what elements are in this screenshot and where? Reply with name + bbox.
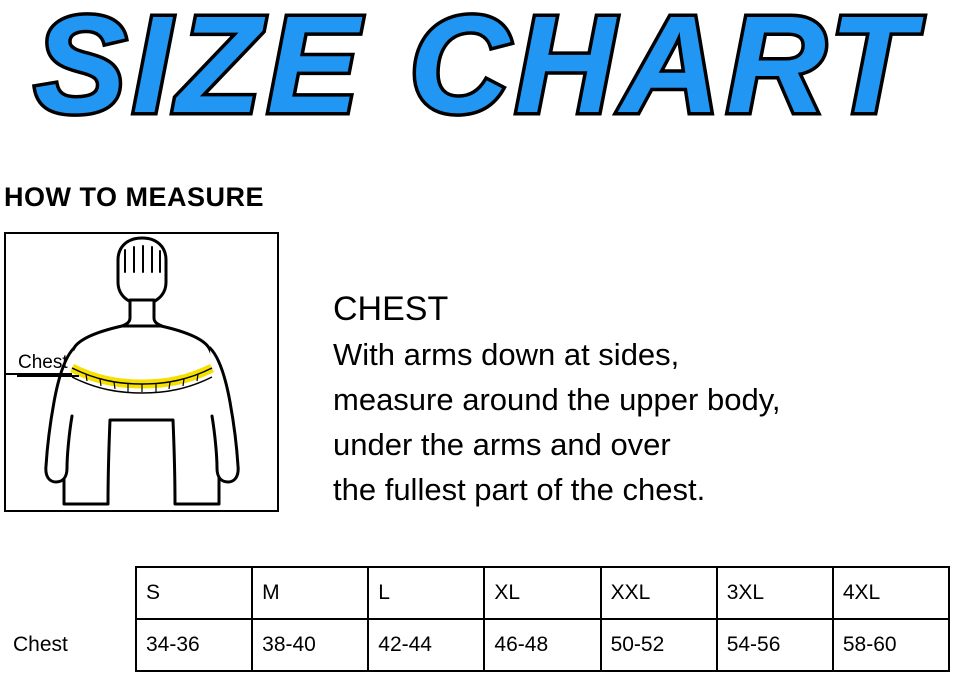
- description-block: [333, 288, 948, 512]
- how-to-measure-heading: HOW TO MEASURE: [4, 182, 265, 212]
- description-line-1: With arms down at sides,: [333, 337, 680, 372]
- table-row: [4, 619, 949, 671]
- size-table: [4, 566, 950, 672]
- table-header-size-3xl: 3XL: [717, 567, 833, 619]
- table-cell-chest-l: 42-44: [368, 619, 484, 671]
- figure-chest-label: Chest: [18, 352, 68, 373]
- description-line-3: under the arms and over: [333, 427, 671, 462]
- table-cell-chest-3xl: 54-56: [717, 619, 833, 671]
- table-cell-chest-xxl: 50-52: [601, 619, 717, 671]
- figure-chest-label-underline: [17, 375, 79, 377]
- description-line-2: measure around the upper body,: [333, 382, 781, 417]
- title-text: SIZE CHART: [34, 0, 920, 142]
- table-header-row: [4, 567, 949, 619]
- table-header-size-l: L: [368, 567, 484, 619]
- description-heading: CHEST: [333, 290, 449, 328]
- table-cell-chest-s: 34-36: [136, 619, 252, 671]
- table-cell-chest-xl: 46-48: [484, 619, 600, 671]
- table-cell-chest-4xl: 58-60: [833, 619, 949, 671]
- size-chart-title-art: [0, 0, 954, 150]
- page-title: [0, 0, 954, 150]
- description-line-4: the fullest part of the chest.: [333, 472, 706, 507]
- table-corner-cell: [4, 567, 136, 619]
- table-header-size-xl: XL: [484, 567, 600, 619]
- table-header-size-m: M: [252, 567, 368, 619]
- table-cell-chest-m: 38-40: [252, 619, 368, 671]
- table-header-size-xxl: XXL: [601, 567, 717, 619]
- table-row-label-chest: Chest: [4, 619, 136, 671]
- table-header-size-s: S: [136, 567, 252, 619]
- table-header-size-4xl: 4XL: [833, 567, 949, 619]
